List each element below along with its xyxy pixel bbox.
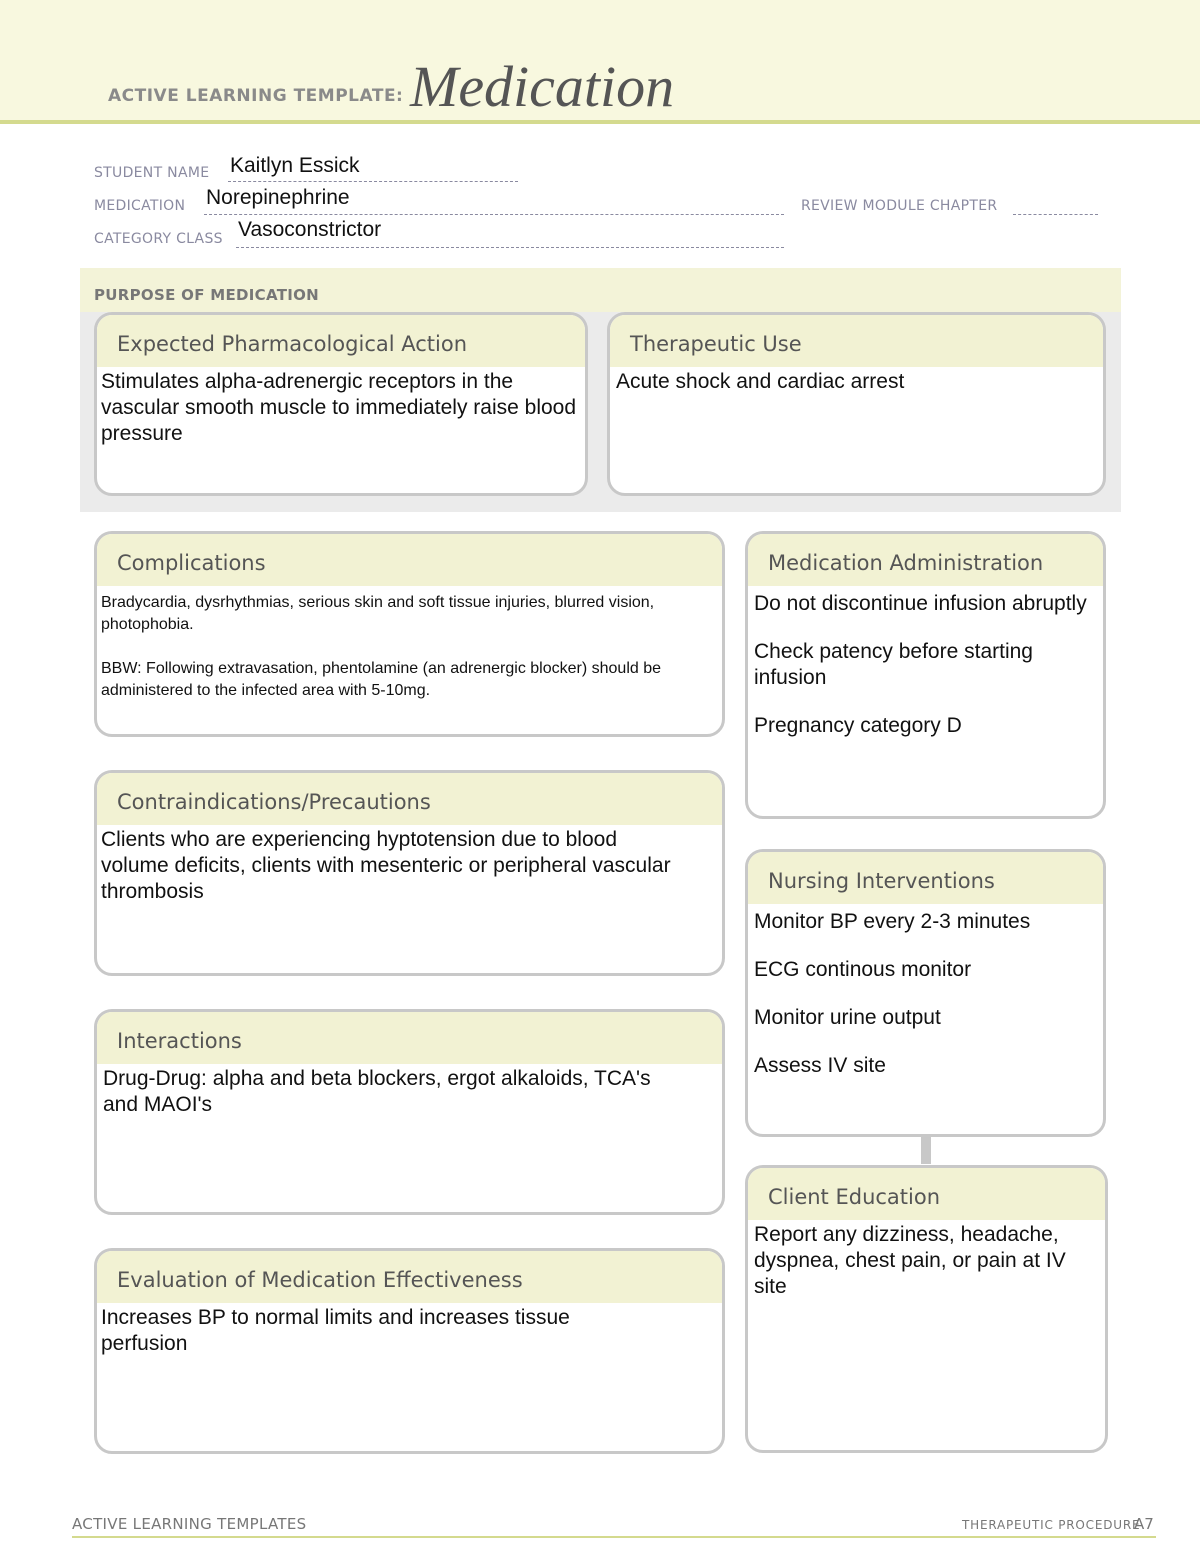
expected-action-text[interactable]: Stimulates alpha-adrenergic receptors in the vascular smooth muscle to immediately raise blood pressure — [101, 370, 577, 445]
medication-value: Norepinephrine — [206, 186, 350, 209]
complications-title: Complications — [117, 551, 266, 575]
therapeutic-use-card — [607, 312, 1106, 496]
evaluation-text[interactable]: Increases BP to normal limits and increases tissue perfusion — [101, 1306, 570, 1355]
page-title: Medication — [410, 54, 675, 119]
medication-administration-text[interactable] — [754, 591, 1095, 761]
student-name-label: STUDENT NAME — [94, 165, 210, 181]
evaluation-title: Evaluation of Medication Effectiveness — [117, 1268, 523, 1292]
interactions-card — [94, 1009, 725, 1215]
student-name-value: Kaitlyn Essick — [230, 154, 360, 177]
intervention-item: Monitor BP every 2-3 minutes — [754, 910, 1031, 933]
nursing-interventions-card — [745, 849, 1106, 1137]
contraindications-title: Contraindications/Precautions — [117, 790, 431, 814]
medication-administration-card — [745, 531, 1106, 819]
review-module-label: REVIEW MODULE CHAPTER — [801, 198, 998, 214]
client-education-title: Client Education — [768, 1185, 941, 1209]
evaluation-card — [94, 1248, 725, 1454]
administration-paragraph: Check patency before starting infusion — [754, 640, 1033, 689]
therapeutic-use-title: Therapeutic Use — [630, 332, 802, 356]
category-class-value: Vasoconstrictor — [238, 218, 382, 241]
administration-paragraph: Do not discontinue infusion abruptly — [754, 592, 1087, 615]
contraindications-text[interactable]: Clients who are experiencing hyptotension due to blood volume deficits, clients with mesenteric or peripheral vascular thrombosis — [101, 828, 671, 903]
interactions-title: Interactions — [117, 1029, 242, 1053]
footer-left: ACTIVE LEARNING TEMPLATES — [72, 1515, 307, 1533]
complications-card — [94, 531, 725, 737]
intervention-item: Monitor urine output — [754, 1006, 941, 1029]
connector-line — [921, 1134, 931, 1164]
contraindications-card — [94, 770, 725, 976]
medication-administration-title: Medication Administration — [768, 551, 1044, 575]
administration-paragraph: Pregnancy category D — [754, 714, 962, 737]
medication-label: MEDICATION — [94, 198, 186, 214]
expected-action-card — [94, 312, 588, 496]
client-education-card — [745, 1165, 1108, 1453]
complications-text[interactable] — [101, 592, 714, 724]
complications-paragraph: BBW: Following extravasation, phentolamine (an adrenergic blocker) should be administered to the infected area with 5-10mg. — [101, 660, 662, 699]
expected-action-title: Expected Pharmacological Action — [117, 332, 468, 356]
therapeutic-use-text[interactable]: Acute shock and cardiac arrest — [616, 370, 905, 393]
purpose-label: PURPOSE OF MEDICATION — [94, 286, 320, 304]
review-module-field[interactable] — [1013, 195, 1098, 215]
client-education-text[interactable]: Report any dizziness, headache, dyspnea, chest pain, or pain at IV site — [754, 1223, 1066, 1298]
intervention-item: Assess IV site — [754, 1054, 886, 1077]
interactions-text[interactable]: Drug-Drug: alpha and beta blockers, ergot alkaloids, TCA's and MAOI's — [103, 1067, 651, 1116]
page-number: A7 — [1134, 1515, 1154, 1533]
footer-right: THERAPEUTIC PROCEDURE — [962, 1518, 1141, 1532]
nursing-interventions-title: Nursing Interventions — [768, 869, 995, 893]
nursing-interventions-text[interactable] — [754, 909, 1095, 1101]
footer-divider — [72, 1536, 1156, 1538]
category-class-label: CATEGORY CLASS — [94, 231, 223, 247]
complications-paragraph: Bradycardia, dysrhythmias, serious skin and soft tissue injuries, blurred vision, photophobia. — [101, 594, 655, 633]
template-label: ACTIVE LEARNING TEMPLATE: — [108, 86, 404, 106]
intervention-item: ECG continous monitor — [754, 958, 972, 981]
